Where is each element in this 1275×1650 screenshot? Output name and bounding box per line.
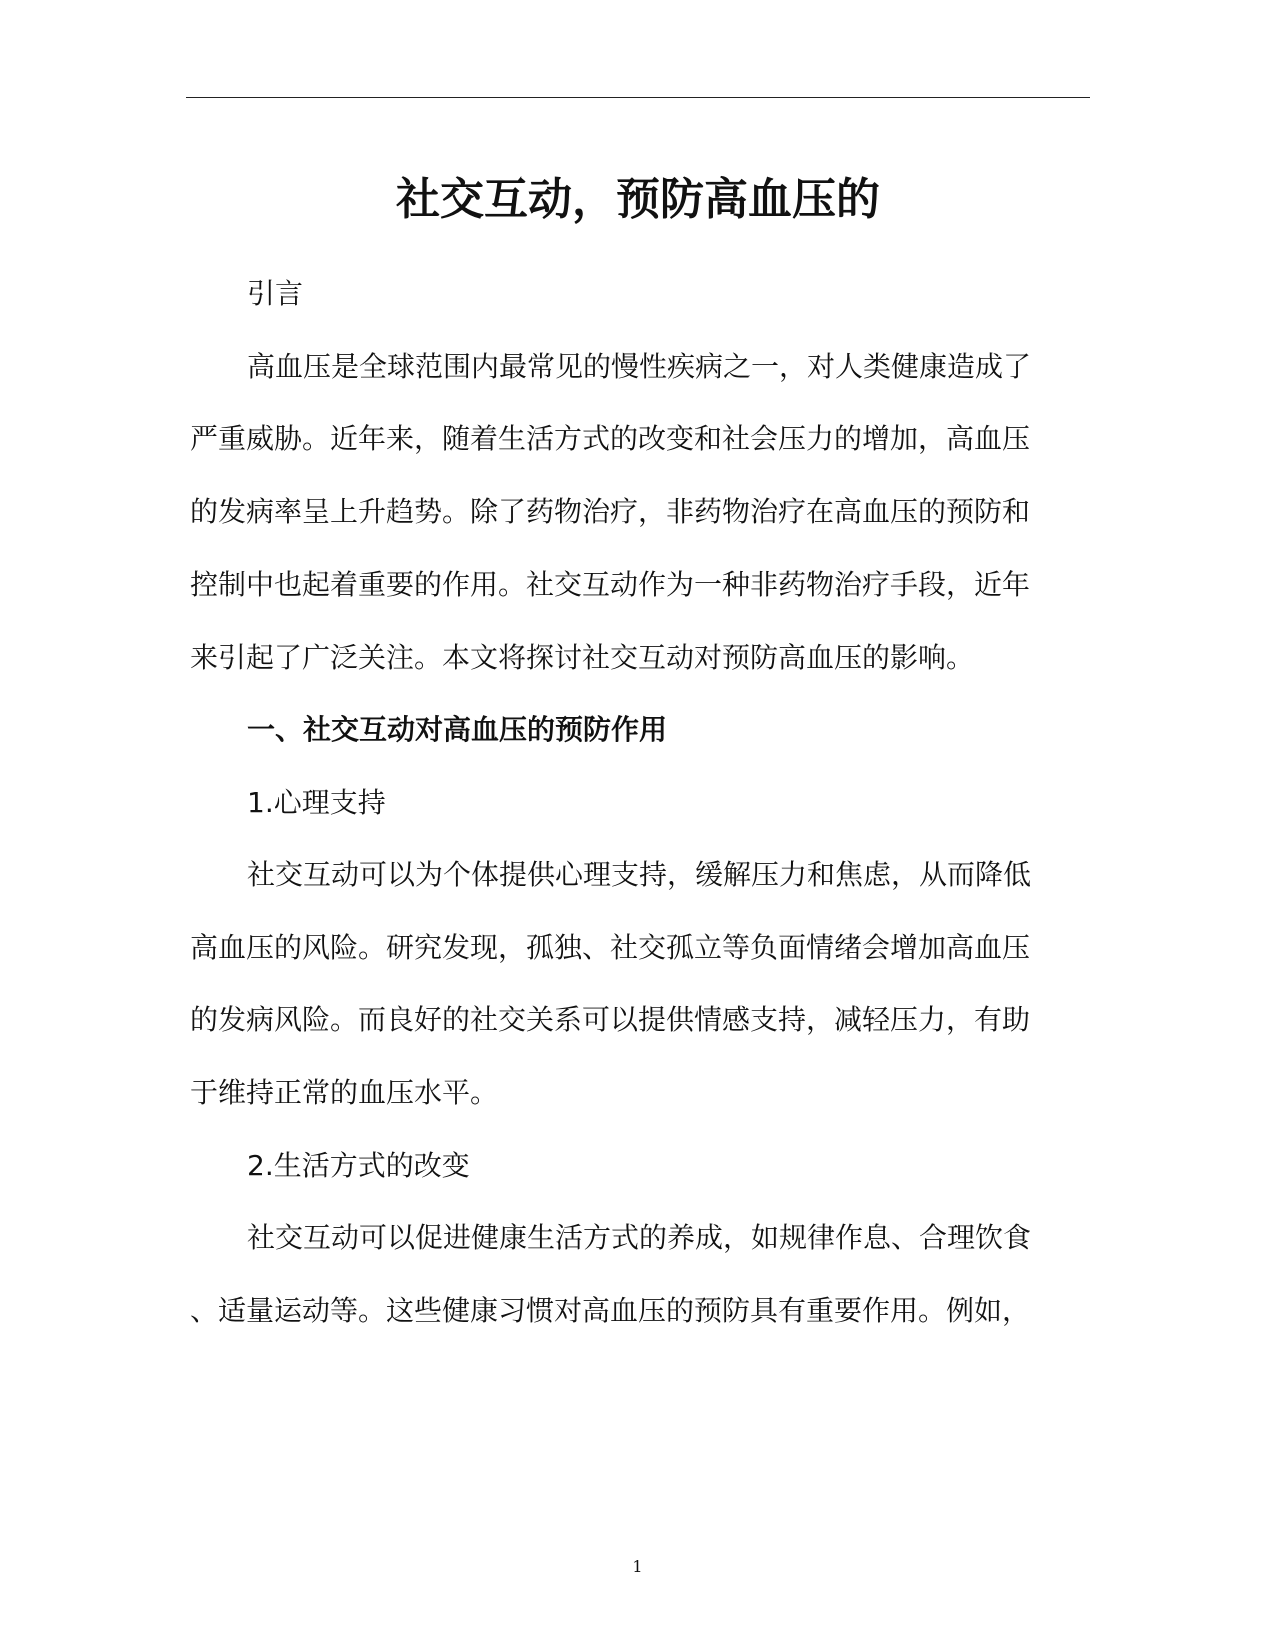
document-title: 社交互动，预防高血压的: [396, 174, 880, 225]
intro-line-1: 高血压是全球范围内最常见的慢性疾病之一，对人类健康造成了: [247, 350, 1032, 383]
subsection-1-heading: 1.心理支持: [247, 786, 386, 819]
header-rule: [186, 97, 1090, 98]
intro-heading: 引言: [247, 277, 304, 310]
intro-line-2: 严重威胁。近年来，随着生活方式的改变和社会压力的增加，高血压: [190, 422, 1031, 455]
subsection-2-heading: 2.生活方式的改变: [247, 1149, 470, 1182]
sub2-line-1: 社交互动可以促进健康生活方式的养成，如规律作息、合理饮食: [247, 1221, 1032, 1254]
sub1-line-2: 高血压的风险。研究发现，孤独、社交孤立等负面情绪会增加高血压: [190, 931, 1031, 964]
page-number: 1: [632, 1557, 643, 1576]
sub1-line-1: 社交互动可以为个体提供心理支持，缓解压力和焦虑，从而降低: [247, 858, 1032, 891]
sub2-line-2: 、适量运动等。这些健康习惯对高血压的预防具有重要作用。例如，: [190, 1294, 1031, 1327]
intro-line-4: 控制中也起着重要的作用。社交互动作为一种非药物治疗手段，近年: [190, 568, 1031, 601]
section-1-heading: 一、社交互动对高血压的预防作用: [247, 713, 668, 746]
intro-line-5: 来引起了广泛关注。本文将探讨社交互动对预防高血压的影响。: [190, 641, 975, 674]
sub1-line-3: 的发病风险。而良好的社交关系可以提供情感支持，减轻压力，有助: [190, 1003, 1031, 1036]
intro-line-3: 的发病率呈上升趋势。除了药物治疗，非药物治疗在高血压的预防和: [190, 495, 1031, 528]
sub1-line-4: 于维持正常的血压水平。: [190, 1076, 499, 1109]
